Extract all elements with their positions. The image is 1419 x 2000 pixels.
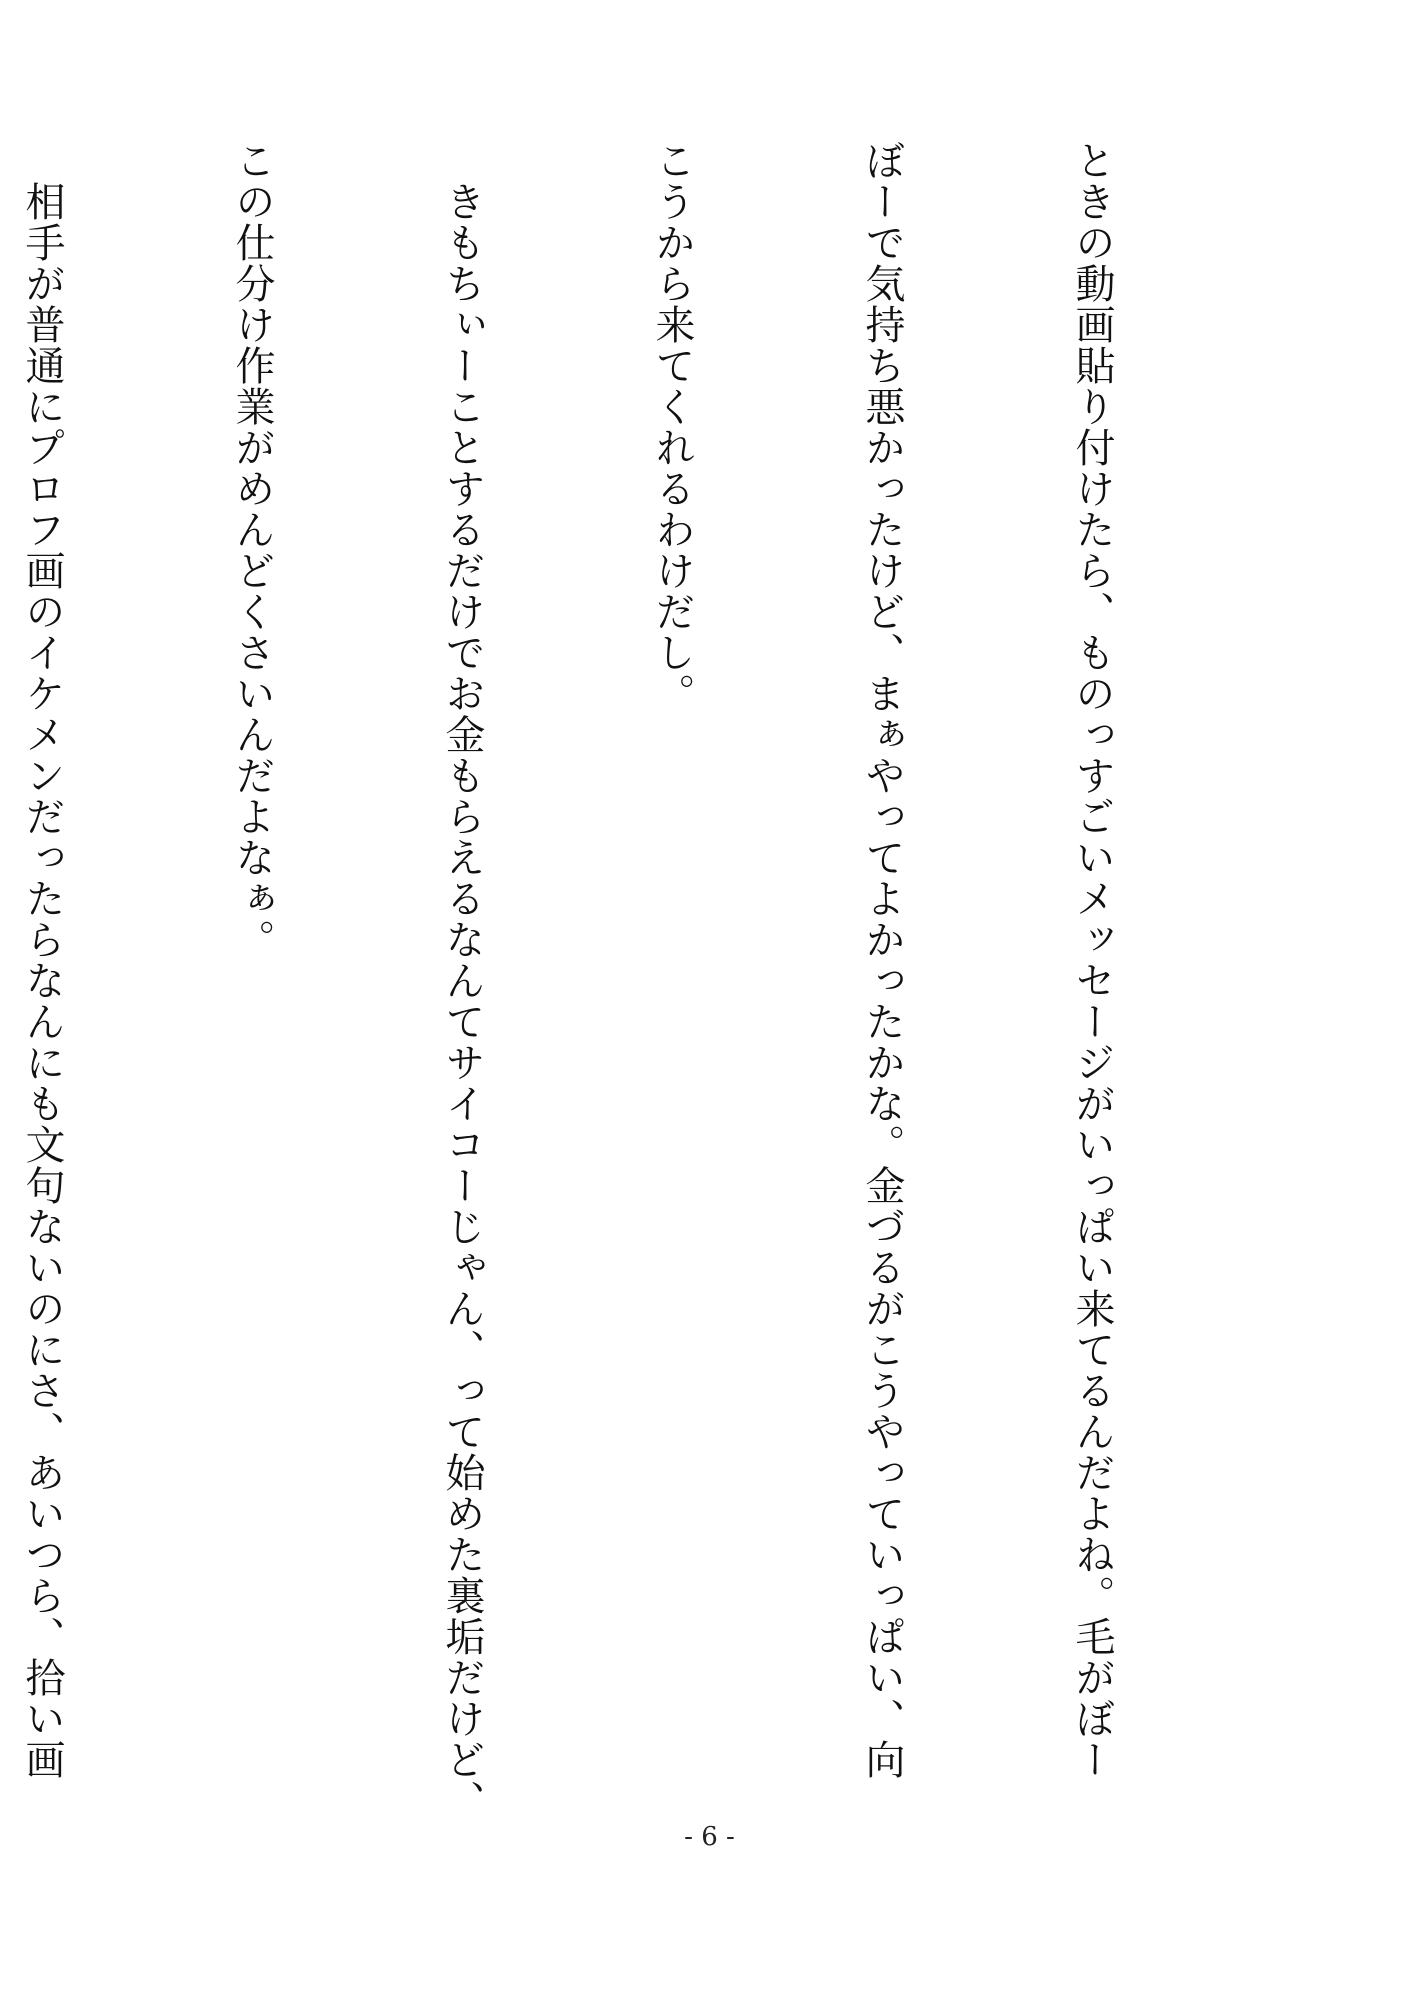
vertical-text-body: [0, 140, 1267, 1840]
text-line: この仕分け作業がめんどくさいんだよなぁ。: [229, 140, 275, 960]
text-line: きもちぃーことするだけでお金もらえるなんてサイコーじゃん、って始めた裏垢だけど、: [439, 140, 485, 1821]
text-line: 相手が普通にプロフ画のイケメンだったらなんにも文句ないのにさ、あいつら、拾い画: [19, 140, 65, 1780]
page-number: - 6 -: [684, 1822, 735, 1852]
text-line: ぼーで気持ち悪かったけど、まぁやってよかったかな。金づるがこうやっていっぱい、向: [859, 140, 905, 1780]
text-line: ときの動画貼り付けたら、ものっすごいメッセージがいっぱい来てるんだよね。毛がぼー: [1069, 140, 1115, 1780]
text-line: こうから来てくれるわけだし。: [649, 140, 695, 714]
